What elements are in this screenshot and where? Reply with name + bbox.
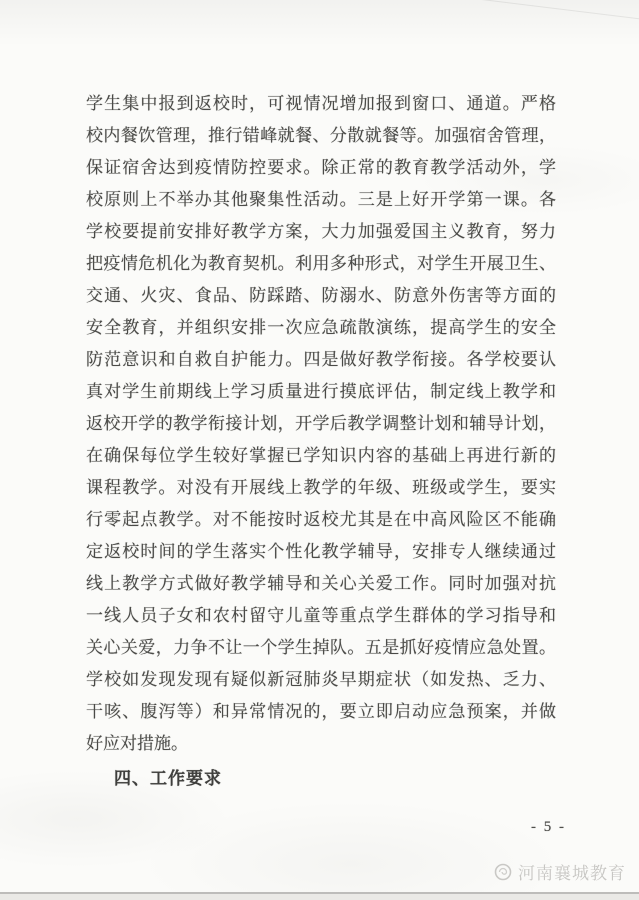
body-text-line: 校原则上不举办其他聚集性活动。三是上好开学第一课。各 <box>86 190 556 209</box>
body-text-line: 关心关爱，力争不让一个学生掉队。五是抓好疫情应急处置。 <box>86 638 556 657</box>
body-text-line: 在确保每位学生较好掌握已学知识内容的基础上再进行新的 <box>86 446 556 465</box>
body-text-line: 定返校时间的学生落实个性化教学辅导，安排专人继续通过 <box>86 542 556 561</box>
document-body <box>86 88 556 795</box>
body-text-line: 把疫情危机化为教育契机。利用多种形式，对学生开展卫生、 <box>86 254 556 273</box>
watermark-logo-icon <box>494 863 512 881</box>
body-text-line: 学生集中报到返校时，可视情况增加报到窗口、通道。严格 <box>86 94 556 113</box>
body-text-line: 保证宿舍达到疫情防控要求。除正常的教育教学活动外，学 <box>86 158 556 177</box>
body-text-line: 线上教学方式做好教学辅导和关心关爱工作。同时加强对抗 <box>86 574 556 593</box>
page-bottom-edge <box>0 892 639 900</box>
body-text-line: 返校开学的教学衔接计划，开学后教学调整计划和辅导计划， <box>86 414 556 433</box>
body-text-line: 一线人员子女和农村留守儿童等重点学生群体的学习指导和 <box>86 606 556 625</box>
body-text-line: 防范意识和自救自护能力。四是做好教学衔接。各学校要认 <box>86 350 556 369</box>
body-text-line: 真对学生前期线上学习质量进行摸底评估，制定线上教学和 <box>86 382 556 401</box>
watermark <box>494 859 626 884</box>
body-text-line: 交通、火灾、食品、防踩踏、防溺水、防意外伤害等方面的 <box>86 286 556 305</box>
body-text-line: 行零起点教学。对不能按时返校尤其是在中高风险区不能确 <box>86 510 556 529</box>
body-text-line: 课程教学。对没有开展线上教学的年级、班级或学生，要实 <box>86 478 556 497</box>
body-text-line: 安全教育，并组织安排一次应急疏散演练，提高学生的安全 <box>86 318 556 337</box>
body-text-line: 学校如发现发现有疑似新冠肺炎早期症状（如发热、乏力、 <box>86 670 556 689</box>
section-heading: 四、工作要求 <box>114 769 222 788</box>
body-text-line: 学校要提前安排好教学方案，大力加强爱国主义教育，努力 <box>86 222 556 241</box>
watermark-text: 河南襄城教育 <box>518 864 626 883</box>
body-text-line: 干咳、腹泻等）和异常情况的，要立即启动应急预案，并做 <box>86 702 556 721</box>
body-text-line: 校内餐饮管理，推行错峰就餐、分散就餐等。加强宿舍管理， <box>86 126 556 145</box>
body-text-line: 好应对措施。 <box>86 734 188 753</box>
page-number: - 5 - <box>531 819 566 835</box>
